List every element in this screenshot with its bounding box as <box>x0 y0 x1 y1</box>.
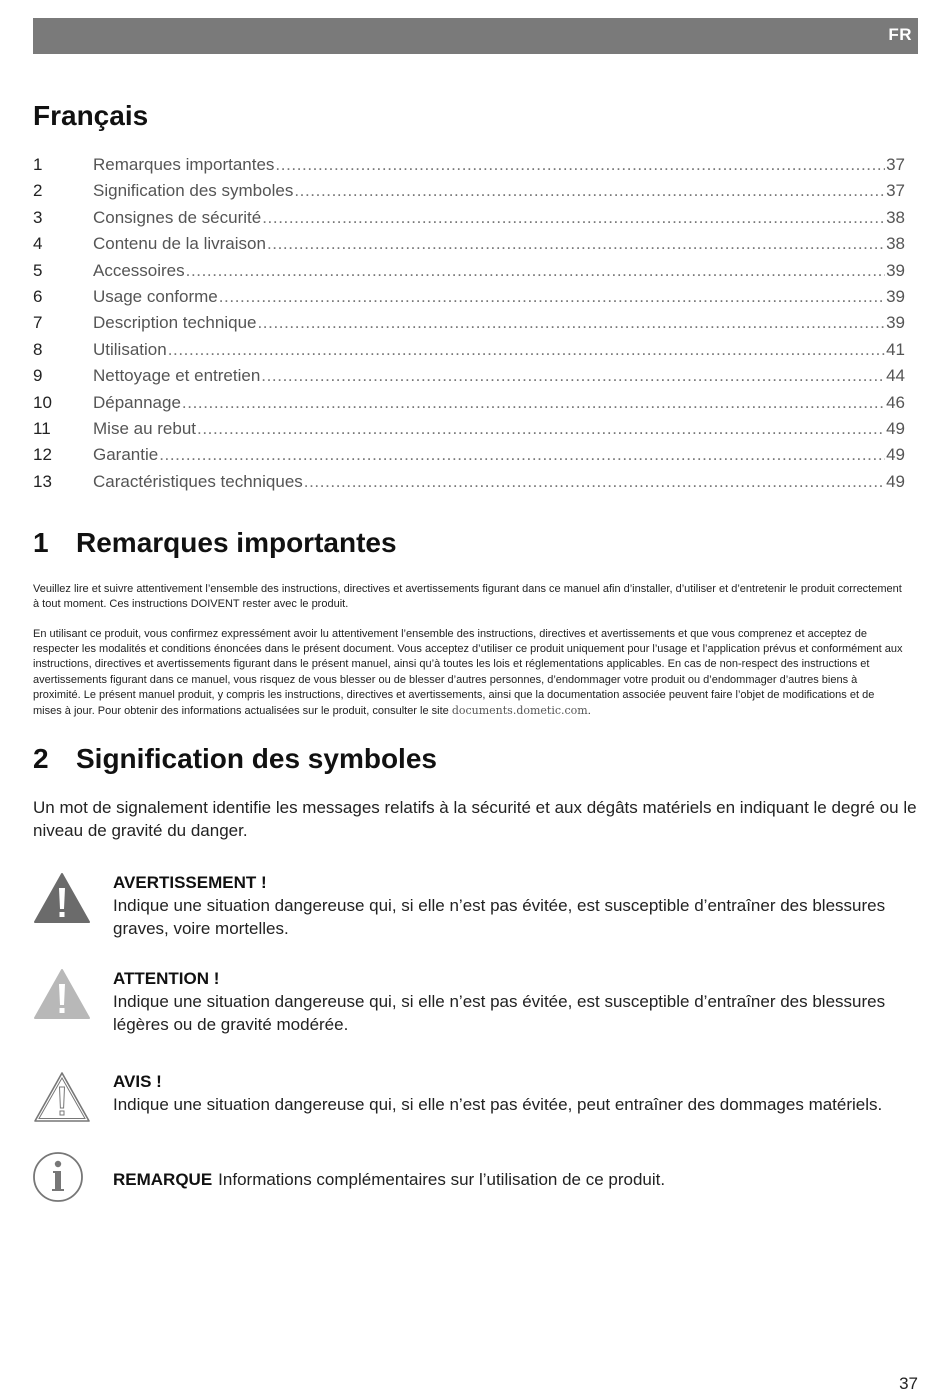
toc-label: Contenu de la livraison <box>93 234 266 254</box>
toc-item[interactable] <box>33 393 905 419</box>
toc-leader <box>262 208 885 228</box>
symbol-text: Indique une situation dangereuse qui, si elle n’est pas évitée, peut entraîner des dommages matériels. <box>113 1095 883 1114</box>
toc-item[interactable] <box>33 340 905 366</box>
header-bar <box>33 18 918 54</box>
toc-page: 38 <box>886 207 905 227</box>
toc-label: Utilisation <box>93 339 167 359</box>
table-of-contents <box>33 155 905 498</box>
intro-paragraph: Veuillez lire et suivre attentivement l’ensemble des instructions, directives et avertissements figurant dans ce manuel afin d’installer, d’utiliser et d’entretenir le produit correctement à tout moment. Ces instructions DOIVENT rester avec le produit. <box>33 583 902 611</box>
symbol-description <box>113 1070 903 1116</box>
page-title: Français <box>33 100 149 131</box>
toc-number: 12 <box>33 445 52 465</box>
toc-page: 37 <box>886 181 905 201</box>
symbol-description <box>113 1168 903 1191</box>
toc-item[interactable] <box>33 419 905 445</box>
toc-page: 46 <box>886 392 905 412</box>
toc-number: 7 <box>33 313 43 333</box>
symbol-text: Informations complémentaires sur l’utilisation de ce produit. <box>218 1170 666 1189</box>
toc-item[interactable] <box>33 155 905 181</box>
symbol-title: REMARQUE <box>113 1170 213 1189</box>
symbol-title: AVERTISSEMENT ! <box>113 873 267 892</box>
section-title: Signification des symboles <box>76 743 437 774</box>
toc-label: Remarques importantes <box>93 155 275 174</box>
symbol-text: Indique une situation dangereuse qui, si elle n’est pas évitée, est susceptible d’entraîner des blessures graves, voire mortelles. <box>113 896 886 938</box>
usage-paragraph-text: En utilisant ce produit, vous confirmez expressément avoir lu attentivement l’ensemble des instructions, directives et avertissements et que vous comprenez et acceptez de respecter les modalités et conditions énoncées dans le présent document. Vous acceptez d’utiliser ce produit uniquement pour l’usage et l’application prévus et conformément aux instructions, directives et avertissements figurant dans le présent manuel, ainsi qu’à toutes les lois et réglementations applicables. En cas de non-respect des instructions et avertissements figurant dans ce manuel, vous risquez de vous blesser ou de blesser d’autres personnes, d’endommager votre produit ou d’endommager d’autres biens à proximité. Le présent manuel produit, y compris les instructions, directives et avertissements, ainsi que la documentation associée peuvent faire l’objet de modifications et de mises à jour. Pour obtenir des informations actualisées sur le produit, consulter le site <box>33 628 903 718</box>
symbols-intro: Un mot de signalement identifie les messages relatifs à la sécurité et aux dégâts matériels en indiquant le degré ou le niveau de gravité du danger. <box>33 798 917 840</box>
toc-page: 39 <box>886 260 905 280</box>
toc-item[interactable] <box>33 234 905 260</box>
toc-label: Dépannage <box>93 392 181 412</box>
symbol-title: ATTENTION ! <box>113 969 220 988</box>
toc-number: 4 <box>33 234 43 254</box>
toc-page: 38 <box>886 234 905 254</box>
toc-page: 49 <box>886 471 905 491</box>
toc-item[interactable] <box>33 366 905 392</box>
toc-number: 3 <box>33 207 43 227</box>
toc-number: 1 <box>33 155 43 174</box>
symbol-description <box>113 967 903 1036</box>
symbol-title: AVIS ! <box>113 1072 162 1091</box>
notice-triangle-icon <box>33 1070 91 1124</box>
toc-number: 5 <box>33 260 43 280</box>
toc-number: 2 <box>33 181 43 201</box>
toc-item[interactable] <box>33 181 905 207</box>
toc-page: 41 <box>886 339 905 359</box>
toc-label: Accessoires <box>93 260 185 280</box>
toc-leader <box>294 181 885 201</box>
usage-paragraph <box>33 627 903 719</box>
toc-page: 49 <box>886 418 905 438</box>
toc-item[interactable] <box>33 313 905 339</box>
toc-leader <box>275 155 885 175</box>
toc-label: Nettoyage et entretien <box>93 366 261 386</box>
section-number: 1 <box>33 527 49 558</box>
toc-number: 11 <box>33 418 51 438</box>
section-title: Remarques importantes <box>76 527 397 558</box>
toc-item[interactable] <box>33 261 905 287</box>
toc-leader <box>219 287 885 307</box>
toc-leader <box>257 313 885 333</box>
info-circle-icon <box>33 1150 91 1204</box>
toc-page: 49 <box>886 445 905 465</box>
page-number: 37 <box>899 1374 918 1392</box>
section-heading-2 <box>33 743 437 775</box>
toc-label: Garantie <box>93 445 159 465</box>
website-link[interactable]: documents.dometic.com <box>451 704 588 718</box>
section-number: 2 <box>33 743 49 774</box>
toc-leader <box>168 340 885 360</box>
toc-label: Usage conforme <box>93 286 218 306</box>
toc-leader <box>186 261 885 281</box>
warning-triangle-icon <box>33 871 91 925</box>
language-tag: FR <box>888 25 912 44</box>
section-heading-1 <box>33 527 397 559</box>
toc-leader <box>304 472 885 492</box>
toc-leader <box>267 234 885 254</box>
toc-number: 10 <box>33 392 52 412</box>
toc-leader <box>159 445 885 465</box>
toc-label: Description technique <box>93 313 257 333</box>
toc-number: 9 <box>33 366 43 386</box>
toc-number: 6 <box>33 286 43 306</box>
toc-leader <box>182 393 885 413</box>
toc-label: Signification des symboles <box>93 181 294 201</box>
toc-number: 13 <box>33 471 52 491</box>
toc-leader <box>197 419 885 439</box>
toc-item[interactable] <box>33 445 905 471</box>
toc-page: 37 <box>886 155 905 174</box>
toc-item[interactable] <box>33 287 905 313</box>
toc-label: Consignes de sécurité <box>93 207 262 227</box>
symbol-text: Indique une situation dangereuse qui, si elle n’est pas évitée, est susceptible d’entraîner des blessures légères ou de gravité modérée. <box>113 992 886 1034</box>
toc-number: 8 <box>33 339 43 359</box>
toc-item[interactable] <box>33 208 905 234</box>
toc-page: 44 <box>886 366 905 386</box>
symbol-description <box>113 871 903 940</box>
toc-leader <box>261 366 885 386</box>
toc-label: Mise au rebut <box>93 418 196 438</box>
toc-item[interactable] <box>33 472 905 498</box>
toc-page: 39 <box>886 286 905 306</box>
url-suffix: . <box>587 705 591 718</box>
toc-label: Caractéristiques techniques <box>93 471 303 491</box>
toc-page: 39 <box>886 313 905 333</box>
caution-triangle-icon <box>33 967 91 1021</box>
